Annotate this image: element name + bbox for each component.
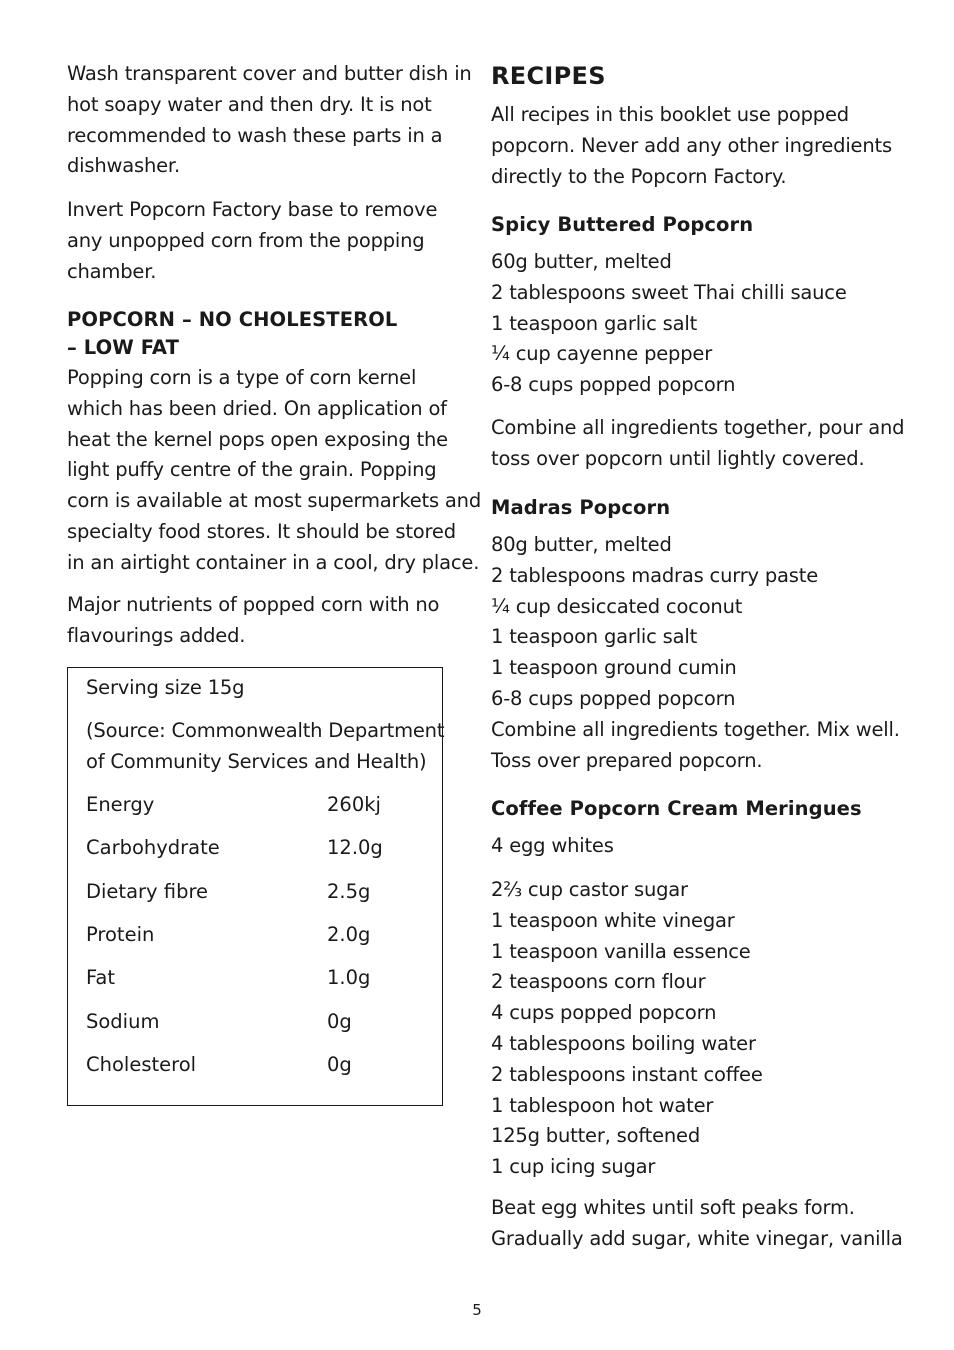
nutrient-value: 0g bbox=[327, 1053, 352, 1076]
text-line: popcorn. Never add any other ingredients bbox=[491, 133, 892, 157]
ingredient-line: 2 tablespoons madras curry paste bbox=[491, 563, 818, 587]
text-line: heat the kernel pops open exposing the bbox=[67, 427, 448, 451]
serving-size bbox=[86, 673, 244, 704]
nutrient-name: Cholesterol bbox=[86, 1053, 197, 1076]
ingredient-line: ¼ cup cayenne pepper bbox=[491, 342, 713, 366]
nutrient-value: 0g bbox=[327, 1010, 352, 1033]
text-line: Wash transparent cover and butter dish in bbox=[67, 62, 472, 85]
nutrient-value: 12.0g bbox=[327, 836, 383, 859]
text-line: Major nutrients of popped corn with no bbox=[67, 593, 440, 616]
ingredient-line: 125g butter, softened bbox=[491, 1124, 701, 1148]
text-line: All recipes in this booklet use popped bbox=[491, 103, 849, 126]
coffee-ingredients bbox=[491, 875, 763, 1183]
nutrient-value: 1.0g bbox=[327, 966, 371, 989]
page-number: 5 bbox=[472, 1301, 482, 1319]
text-line: which has been dried. On application of bbox=[67, 396, 447, 420]
text-line: toss over popcorn until lightly covered. bbox=[491, 446, 865, 470]
ingredient-line: 6-8 cups popped popcorn bbox=[491, 686, 736, 710]
nutrients-paragraph bbox=[67, 590, 439, 652]
cleaning-paragraph bbox=[67, 59, 472, 182]
recipes-title: RECIPES bbox=[491, 62, 606, 90]
coffee-first-ingredient bbox=[491, 831, 614, 862]
ingredient-line: 2 teaspoons corn flour bbox=[491, 970, 706, 994]
ingredient-line: 1 teaspoon garlic salt bbox=[491, 311, 698, 335]
ingredient-line: 4 tablespoons boiling water bbox=[491, 1031, 756, 1055]
spicy-ingredients bbox=[491, 247, 847, 401]
text-line: Combine all ingredients together. Mix well. bbox=[491, 717, 900, 741]
heading-line: – LOW FAT bbox=[67, 336, 180, 359]
text-line: corn is available at most supermarkets and bbox=[67, 489, 482, 513]
text-line: Gradually add sugar, white vinegar, vanilla bbox=[491, 1226, 903, 1250]
spicy-method bbox=[491, 413, 904, 475]
invert-paragraph bbox=[67, 195, 437, 287]
text-line: hot soapy water and then dry. It is not bbox=[67, 92, 432, 116]
ingredient-line: 2⅔ cup castor sugar bbox=[491, 878, 688, 901]
text-line: chamber. bbox=[67, 259, 157, 283]
text-line: Beat egg whites until soft peaks form. bbox=[491, 1196, 855, 1219]
text-line: light puffy centre of the grain. Popping bbox=[67, 458, 437, 482]
recipe-title-madras: Madras Popcorn bbox=[491, 496, 671, 519]
ingredient-line: 1 teaspoon vanilla essence bbox=[491, 939, 751, 963]
text-line: Invert Popcorn Factory base to remove bbox=[67, 198, 438, 221]
text-line: directly to the Popcorn Factory. bbox=[491, 164, 787, 188]
nutrient-value: 2.5g bbox=[327, 880, 371, 903]
section-heading bbox=[67, 306, 397, 362]
ingredient-line: 1 teaspoon ground cumin bbox=[491, 656, 737, 680]
nutrient-name: Fat bbox=[86, 966, 116, 989]
text-line: Toss over prepared popcorn. bbox=[491, 748, 763, 772]
ingredient-line: 1 tablespoon hot water bbox=[491, 1093, 714, 1117]
text-line: any unpopped corn from the popping bbox=[67, 228, 425, 252]
nutrient-name: Sodium bbox=[86, 1010, 160, 1033]
text-line: recommended to wash these parts in a bbox=[67, 123, 443, 147]
ingredient-line: 1 cup icing sugar bbox=[491, 1155, 656, 1179]
text-line: Serving size 15g bbox=[86, 676, 245, 699]
ingredient-line: 80g butter, melted bbox=[491, 533, 672, 556]
popping-corn-paragraph bbox=[67, 363, 481, 579]
ingredient-line: 1 teaspoon white vinegar bbox=[491, 908, 735, 932]
ingredient-line: 2 tablespoons instant coffee bbox=[491, 1062, 763, 1086]
text-line: dishwasher. bbox=[67, 154, 180, 178]
nutrient-name: Protein bbox=[86, 923, 155, 946]
ingredient-line: ¼ cup desiccated coconut bbox=[491, 594, 743, 618]
text-line: specialty food stores. It should be stored bbox=[67, 519, 456, 543]
heading-line: POPCORN – NO CHOLESTEROL bbox=[67, 308, 398, 331]
ingredient-line: 2 tablespoons sweet Thai chilli sauce bbox=[491, 280, 847, 304]
nutrient-name: Carbohydrate bbox=[86, 836, 220, 859]
nutrition-table bbox=[67, 667, 443, 1106]
ingredient-line: 6-8 cups popped popcorn bbox=[491, 373, 736, 397]
text-line: flavourings added. bbox=[67, 623, 246, 647]
text-line: of Community Services and Health) bbox=[86, 749, 427, 773]
nutrient-value: 260kj bbox=[327, 793, 381, 816]
ingredient-line: 1 teaspoon garlic salt bbox=[491, 625, 698, 649]
text-line: (Source: Commonwealth Department bbox=[86, 719, 445, 742]
nutrient-value: 2.0g bbox=[327, 923, 371, 946]
madras-recipe bbox=[491, 530, 900, 776]
ingredient-line: 60g butter, melted bbox=[491, 250, 672, 273]
text-line: in an airtight container in a cool, dry place. bbox=[67, 550, 480, 574]
text-line: Popping corn is a type of corn kernel bbox=[67, 366, 417, 389]
text-line: Combine all ingredients together, pour and bbox=[491, 416, 905, 439]
ingredient-line: 4 cups popped popcorn bbox=[491, 1001, 717, 1025]
nutrient-name: Energy bbox=[86, 793, 155, 816]
recipe-title-coffee: Coffee Popcorn Cream Meringues bbox=[491, 797, 862, 820]
coffee-method bbox=[491, 1193, 903, 1255]
nutrient-name: Dietary fibre bbox=[86, 880, 209, 903]
recipe-title-spicy: Spicy Buttered Popcorn bbox=[491, 213, 754, 236]
recipes-intro bbox=[491, 100, 892, 192]
nutrition-source bbox=[86, 716, 444, 778]
ingredient-line: 4 egg whites bbox=[491, 834, 614, 857]
